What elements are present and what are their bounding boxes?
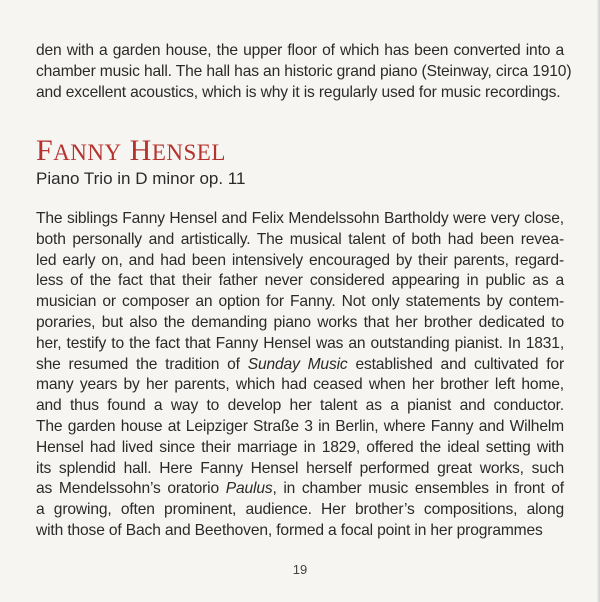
text-line: a growing, often prominent, audience. Her brother’s compositions, along xyxy=(36,501,564,519)
text-line: both personally and artistically. The musical talent of both had been revea- xyxy=(36,230,564,248)
text-line: Hensel had lived since their marriage in 1829, offered the ideal setting with xyxy=(36,438,564,456)
text-line: and excellent acoustics, which is why it is regularly used for music recordings. xyxy=(36,83,561,101)
text-line: led early on, and had been intensively encouraged by their parents, regard- xyxy=(36,251,564,269)
italic-title: Paulus xyxy=(225,480,273,498)
page-number: 19 xyxy=(292,562,308,577)
title-small-caps: ENSEL xyxy=(151,140,226,165)
text-line: chamber music hall. The hall has an historic grand piano (Steinway, circa 1910) xyxy=(36,62,572,80)
section-title xyxy=(36,134,226,170)
text-line: she resumed the tradition of Sunday Music established and cultivated for xyxy=(36,355,564,373)
intro-paragraph xyxy=(36,41,572,103)
text-line: and thus found a way to develop her talent as a pianist and conductor. xyxy=(36,397,564,415)
text-line: poraries, but also the demanding piano works that her brother dedicated to xyxy=(36,313,564,331)
italic-title: Sunday Music xyxy=(247,355,348,373)
body-paragraph xyxy=(36,209,564,542)
text-line: many years by her parents, which had ceased when her brother left home, xyxy=(36,376,564,394)
text-line: den with a garden house, the upper floor of which has been converted into a xyxy=(36,42,564,59)
text-line: its splendid hall. Here Fanny Hensel herself performed great works, such xyxy=(36,459,564,477)
section-subtitle: Piano Trio in D minor op. 11 xyxy=(36,169,246,188)
title-initial: H xyxy=(129,134,152,167)
text-line: less of the fact that their father never considered appearing in public as a xyxy=(36,272,564,290)
text-line: The siblings Fanny Hensel and Felix Mendelssohn Bartholdy were very close, xyxy=(36,210,564,227)
text-line: as Mendelssohn’s oratorio Paulus, in chamber music ensembles in front of xyxy=(36,480,564,498)
text-line: The garden house at Leipziger Straße 3 in Berlin, where Fanny and Wilhelm xyxy=(36,417,564,435)
title-initial: F xyxy=(36,134,54,167)
text-line: with those of Bach and Beethoven, formed a focal point in her programmes xyxy=(36,521,543,539)
text-line: musician or composer an option for Fanny. Not only statements by contem- xyxy=(36,293,564,311)
title-small-caps: ANNY xyxy=(53,140,122,165)
text-line: her, testify to the fact that Fanny Hensel was an outstanding pianist. In 1831, xyxy=(36,334,564,352)
